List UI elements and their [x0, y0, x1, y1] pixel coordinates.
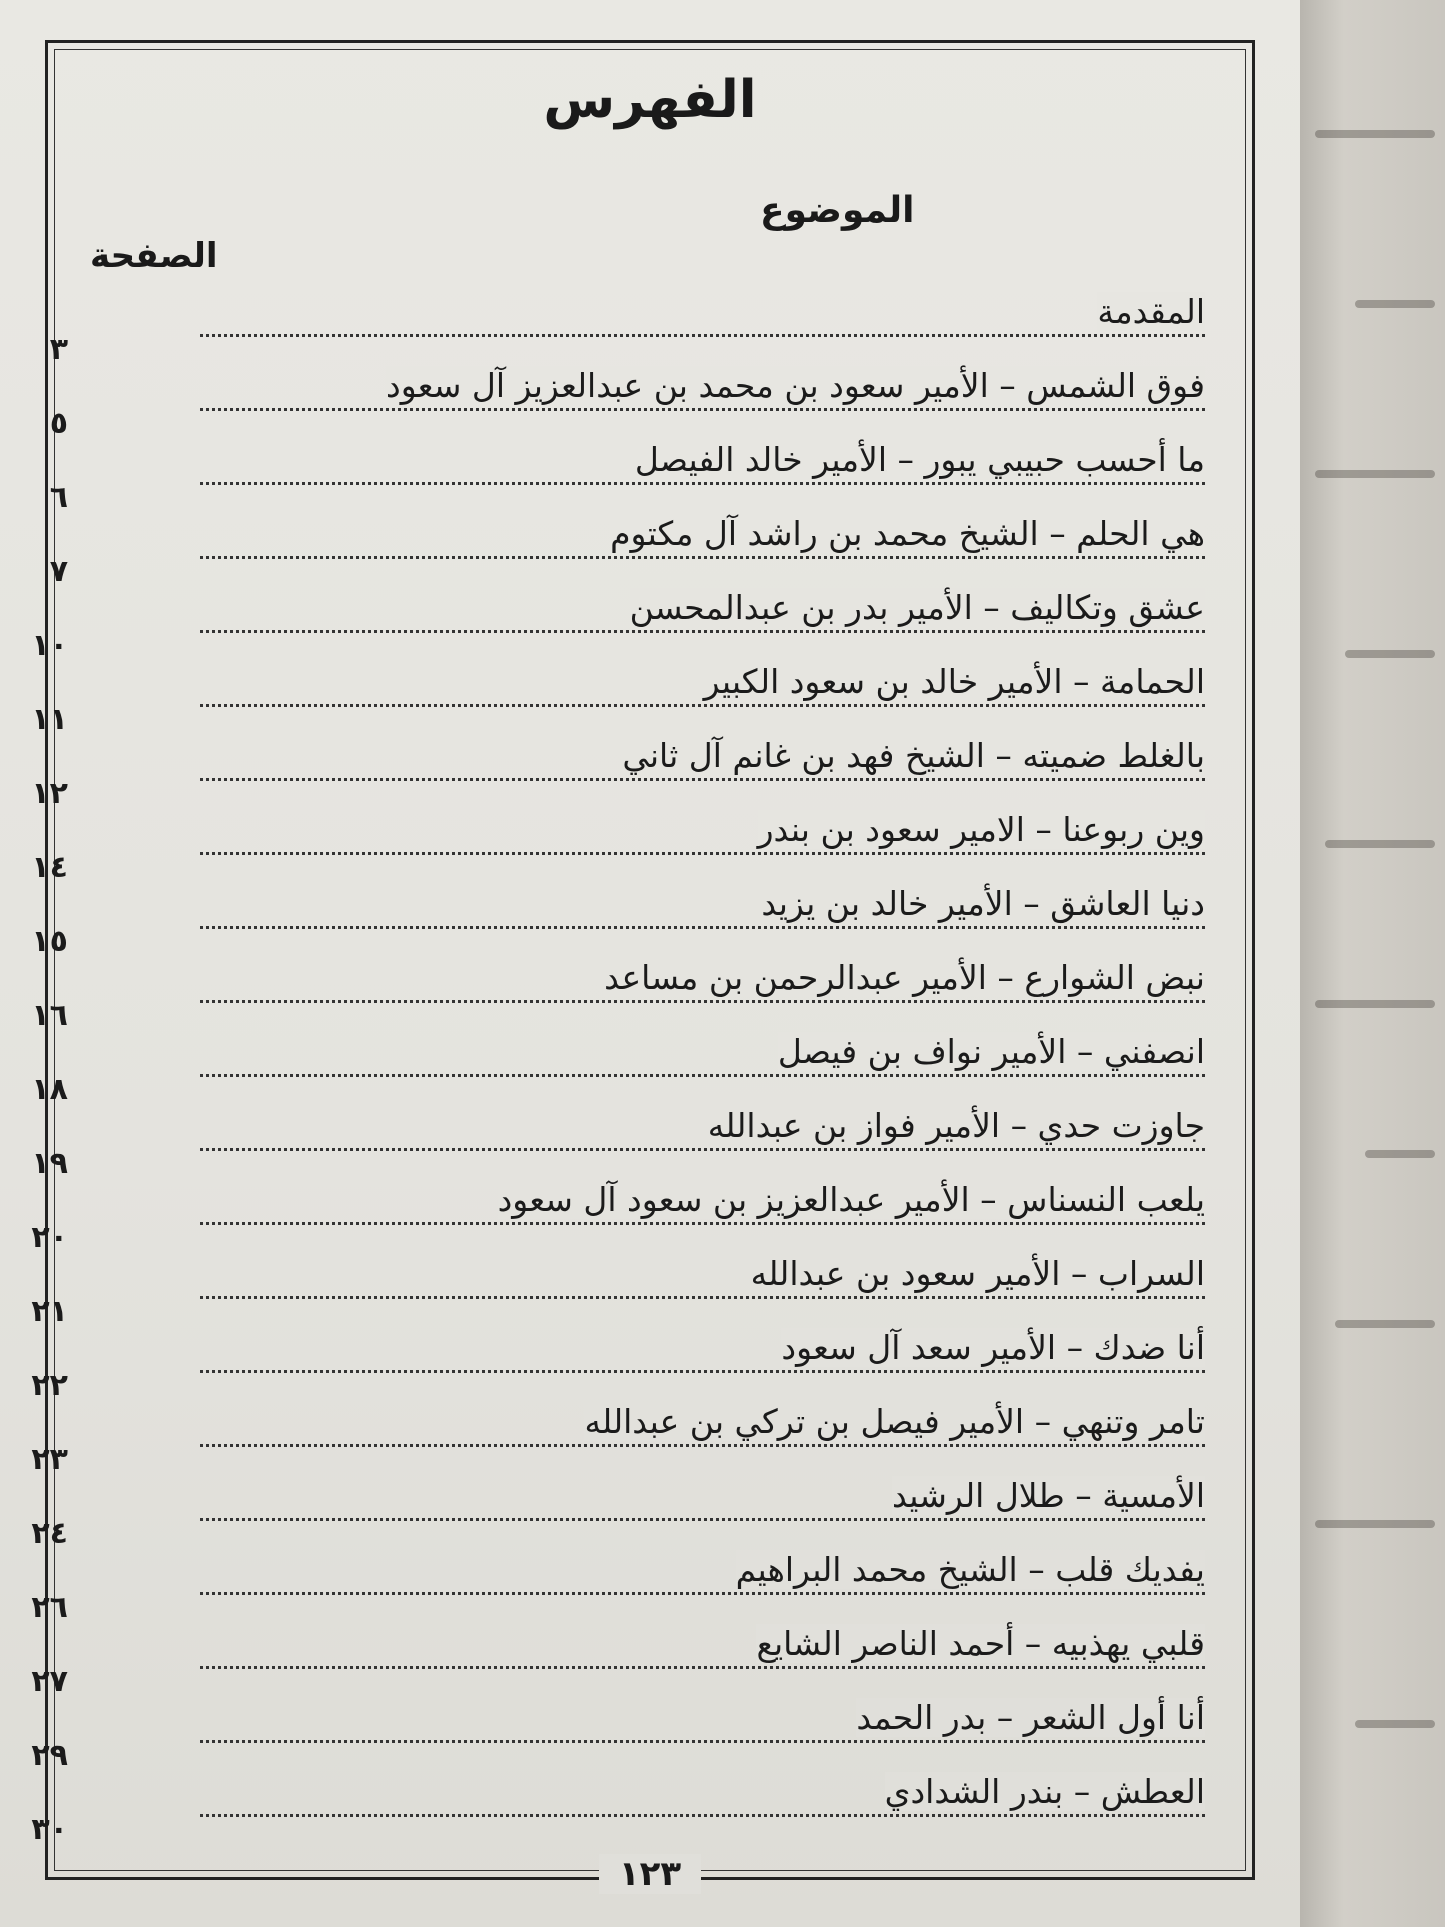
entry-title: بالغلط ضميته – الشيخ فهد بن غانم آل ثاني [622, 736, 1205, 775]
toc-entry [31, 1698, 1205, 1773]
entry-title: وين ربوعنا – الامير سعود بن بندر [757, 810, 1205, 849]
dot-leader [200, 1592, 1205, 1595]
page-number: ١٢٣ [599, 1854, 701, 1894]
entry-page: ١٢ [31, 776, 68, 811]
entry-page: ٢٦ [31, 1590, 68, 1625]
entry-title: جاوزت حدي – الأمير فواز بن عبدالله [707, 1106, 1205, 1145]
toc-entry [49, 440, 1205, 515]
toc-entry [31, 1402, 1205, 1477]
dot-leader [200, 556, 1205, 559]
toc-entry [49, 514, 1205, 589]
entry-page: ٣٠ [31, 1812, 68, 1847]
entry-page: ١٨ [31, 1072, 68, 1107]
entry-page: ١٥ [31, 924, 68, 959]
facing-page [1300, 0, 1445, 1927]
entry-page: ١٩ [31, 1146, 68, 1181]
toc-entry [31, 736, 1205, 811]
entry-page: ١٤ [31, 850, 68, 885]
entry-title: المقدمة [1097, 292, 1205, 331]
entry-title: هي الحلم – الشيخ محمد بن راشد آل مكتوم [610, 514, 1205, 553]
entry-title: السراب – الأمير سعود بن عبدالله [750, 1254, 1205, 1293]
toc-entry [31, 1180, 1205, 1255]
entry-page: ٢٠ [31, 1220, 68, 1255]
entry-title: عشق وتكاليف – الأمير بدر بن عبدالمحسن [629, 588, 1205, 627]
entry-page: ٧ [49, 554, 68, 589]
entry-title: أنا أول الشعر – بدر الحمد [856, 1698, 1205, 1737]
dot-leader [200, 1296, 1205, 1299]
toc-entry [31, 588, 1205, 663]
toc-entry [31, 1254, 1205, 1329]
dot-leader [200, 926, 1205, 929]
dot-leader [200, 1814, 1205, 1817]
entry-title: الحمامة – الأمير خالد بن سعود الكبير [703, 662, 1205, 701]
entry-title: يفديك قلب – الشيخ محمد البراهيم [735, 1550, 1205, 1589]
toc-entry [49, 366, 1205, 441]
topic-column-header: الموضوع [760, 190, 915, 231]
dot-leader [200, 1444, 1205, 1447]
toc-entry [49, 292, 1205, 367]
entry-page: ١٠ [31, 628, 68, 663]
entry-title: نبض الشوارع – الأمير عبدالرحمن بن مساعد [604, 958, 1205, 997]
toc-entry [31, 1550, 1205, 1625]
entry-title: العطش – بندر الشدادي [884, 1772, 1205, 1811]
toc-entry [31, 884, 1205, 959]
toc-entry [31, 1032, 1205, 1107]
dot-leader [200, 1222, 1205, 1225]
entry-title: فوق الشمس – الأمير سعود بن محمد بن عبدالعزيز آل سعود [386, 366, 1205, 405]
entry-title: انصفني – الأمير نواف بن فيصل [777, 1032, 1205, 1071]
dot-leader [200, 630, 1205, 633]
entry-page: ٥ [49, 406, 68, 441]
entry-page: ١٦ [31, 998, 68, 1033]
dot-leader [200, 334, 1205, 337]
dot-leader [200, 778, 1205, 781]
entry-title: دنيا العاشق – الأمير خالد بن يزيد [761, 884, 1205, 923]
dot-leader [200, 1074, 1205, 1077]
entry-title: يلعب النسناس – الأمير عبدالعزيز بن سعود آل سعود [497, 1180, 1205, 1219]
dot-leader [200, 408, 1205, 411]
entry-title: ما أحسب حبيبي يبور – الأمير خالد الفيصل [634, 440, 1205, 479]
toc-entry [31, 810, 1205, 885]
entry-title: أنا ضدك – الأمير سعد آل سعود [781, 1328, 1205, 1367]
dot-leader [200, 1518, 1205, 1521]
entry-page: ٢٢ [31, 1368, 68, 1403]
entry-title: قلبي يهذبيه – أحمد الناصر الشايع [756, 1624, 1205, 1663]
entry-page: ٢٩ [31, 1738, 68, 1773]
entry-page: ٢٧ [31, 1664, 68, 1699]
page-column-header: الصفحة [90, 236, 218, 276]
page-title: الفهرس [543, 70, 757, 130]
dot-leader [200, 1740, 1205, 1743]
entry-page: ٢٤ [31, 1516, 68, 1551]
toc-entry [31, 958, 1205, 1033]
dot-leader [200, 1148, 1205, 1151]
dot-leader [200, 852, 1205, 855]
toc-entry [31, 1106, 1205, 1181]
entry-page: ٣ [49, 332, 68, 367]
entry-title: تامر وتنهي – الأمير فيصل بن تركي بن عبدالله [584, 1402, 1205, 1441]
entry-page: ٢١ [31, 1294, 68, 1329]
dot-leader [200, 704, 1205, 707]
toc-entry [31, 662, 1205, 737]
entry-page: ٢٣ [31, 1442, 68, 1477]
toc-entry [31, 1476, 1205, 1551]
dot-leader [200, 482, 1205, 485]
dot-leader [200, 1370, 1205, 1373]
toc-entry [31, 1772, 1205, 1847]
dot-leader [200, 1000, 1205, 1003]
entry-page: ١١ [31, 702, 68, 737]
toc-entry [31, 1328, 1205, 1403]
toc-entry [31, 1624, 1205, 1699]
page-footer [0, 1854, 1300, 1900]
dot-leader [200, 1666, 1205, 1669]
entry-page: ٦ [49, 480, 68, 515]
entry-title: الأمسية – طلال الرشيد [891, 1476, 1205, 1515]
